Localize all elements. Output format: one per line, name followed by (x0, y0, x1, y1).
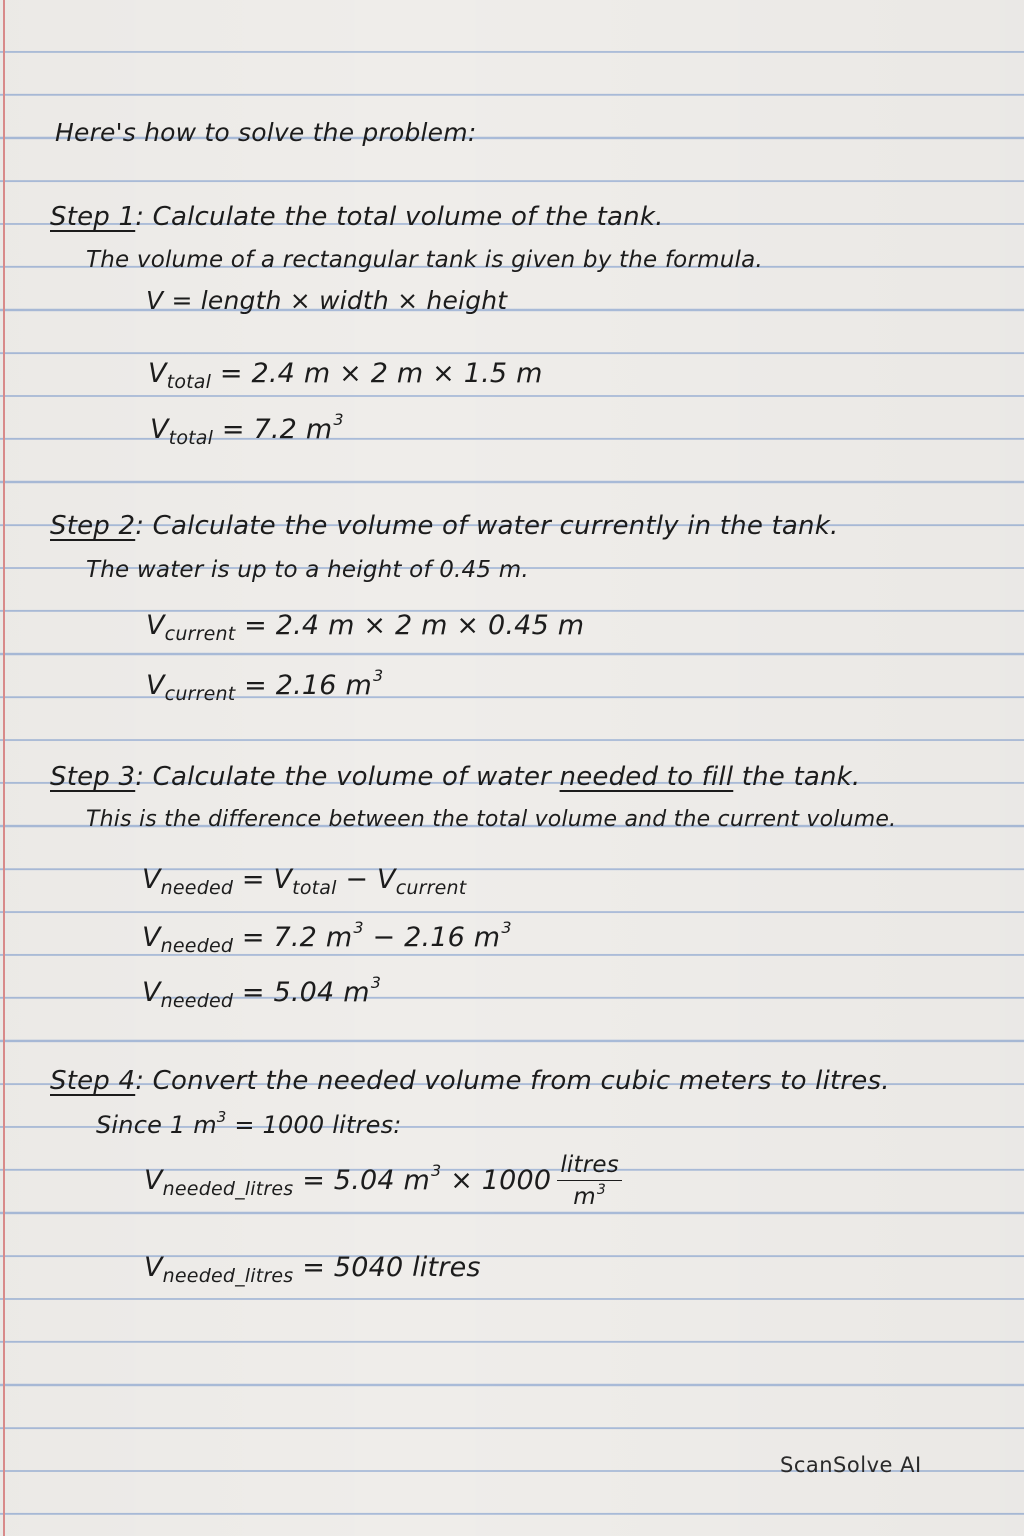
eq-var: V (148, 358, 167, 389)
eq-var: V (150, 414, 169, 445)
step3-title-a: : Calculate the volume of water (135, 762, 560, 792)
desc-part: = 1000 litres: (226, 1111, 402, 1139)
eq-var: V (146, 670, 165, 701)
eq-part: × 1000 (441, 1165, 552, 1196)
fraction-numerator: litres (557, 1154, 622, 1181)
eq-sup: 3 (333, 410, 344, 429)
unit-fraction (557, 1154, 622, 1209)
step4-equation-2 (144, 1254, 481, 1286)
step4-title: : Convert the needed volume from cubic meters to litres. (135, 1066, 890, 1096)
step2-title: : Calculate the volume of water currently in the tank. (135, 511, 839, 541)
eq-sub: needed (160, 877, 234, 899)
eq-var: V (144, 1252, 163, 1283)
step1-description: The volume of a rectangular tank is given by the formula. (86, 247, 763, 273)
eq-var: V (144, 1165, 163, 1196)
step3-title-underlined: needed to fill (559, 762, 734, 792)
eq-var: V (142, 864, 161, 895)
eq-sup: 3 (370, 973, 382, 992)
step3-description: This is the difference between the total volume and the current volume. (86, 807, 897, 832)
eq-sub: needed_litres (162, 1178, 294, 1200)
eq-sup: 3 (372, 666, 384, 685)
step3-equation-1 (142, 866, 466, 898)
step1-equation-2 (150, 412, 344, 448)
desc-sup: 3 (216, 1108, 227, 1126)
eq-rhs: = 5040 litres (293, 1252, 481, 1283)
eq-sub: current (164, 623, 236, 645)
eq-sub: needed (160, 990, 234, 1012)
eq-var: V (142, 922, 161, 953)
eq-mid: = V (233, 864, 293, 895)
step4-description (96, 1110, 402, 1137)
eq-sub: needed (160, 935, 234, 957)
eq-sub: needed_litres (162, 1265, 294, 1287)
eq-sub: total (166, 371, 212, 393)
brand-label: ScanSolve AI (780, 1453, 922, 1477)
eq-rhs: = 7.2 m (213, 414, 333, 445)
step1-equation-1 (148, 360, 543, 392)
desc-part: Since 1 m (96, 1111, 217, 1139)
eq-rhs: = 2.16 m (235, 670, 372, 701)
eq-sup: 3 (501, 918, 512, 937)
step3-title-c: the tank. (733, 762, 861, 792)
step4-label: Step 4 (50, 1066, 136, 1096)
eq-rhs: = 2.4 m × 2 m × 1.5 m (211, 358, 543, 389)
eq-sup: 3 (353, 918, 364, 937)
fraction-denominator (557, 1181, 622, 1209)
margin-line (3, 0, 5, 1536)
eq-var: V (146, 610, 165, 641)
step3-label: Step 3 (50, 762, 136, 792)
step4-heading (50, 1068, 890, 1094)
eq-rhs: = 5.04 m (233, 977, 370, 1008)
step4-equation-1 (144, 1154, 622, 1209)
eq-mid: − V (336, 864, 396, 895)
step2-equation-1 (146, 612, 584, 644)
intro-text: Here's how to solve the problem: (55, 118, 477, 147)
eq-sub: total (168, 427, 214, 449)
step3-equation-3 (142, 975, 381, 1011)
step3-heading (50, 764, 860, 790)
fraction-den-sup: 3 (596, 1182, 606, 1198)
step2-equation-2 (146, 668, 383, 704)
fraction-den-base: m (573, 1184, 596, 1210)
eq-sub: total (292, 877, 337, 899)
eq-sup: 3 (431, 1161, 442, 1180)
step1-formula: V = length × width × height (146, 286, 508, 315)
step2-heading (50, 513, 838, 539)
step1-label: Step 1 (50, 202, 136, 232)
eq-sub: current (164, 683, 236, 705)
step2-description: The water is up to a height of 0.45 m. (86, 557, 529, 583)
eq-part: − 2.16 m (363, 922, 501, 953)
eq-part: = 5.04 m (293, 1165, 431, 1196)
eq-rhs: = 2.4 m × 2 m × 0.45 m (235, 610, 585, 641)
step1-heading (50, 204, 664, 230)
step3-equation-2 (142, 920, 512, 956)
eq-sub: current (395, 877, 467, 899)
eq-part: = 7.2 m (233, 922, 353, 953)
step1-title: : Calculate the total volume of the tank. (135, 202, 664, 232)
eq-var: V (142, 977, 161, 1008)
step2-label: Step 2 (50, 511, 136, 541)
